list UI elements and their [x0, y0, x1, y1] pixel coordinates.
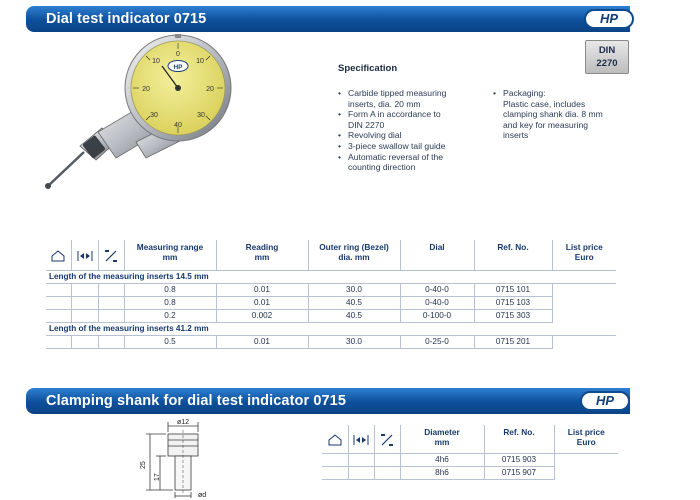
header-reading: Reading mm — [216, 240, 308, 270]
dial-number: 30 — [150, 112, 158, 119]
header-outer-ring: Outer ring (Bezel) dia. mm — [308, 240, 400, 270]
din-badge — [585, 40, 629, 74]
cell-outer-ring: 30.0 — [308, 283, 400, 296]
cell-reading: 0.01 — [216, 335, 308, 348]
cell-ref: 0715 907 — [484, 466, 554, 479]
table-row — [322, 453, 618, 466]
cell-ref: 0715 201 — [474, 335, 552, 348]
cell-range: 0.8 — [124, 296, 216, 309]
cell-dial: 0-25-0 — [400, 335, 474, 348]
cell-reading: 0.01 — [216, 296, 308, 309]
header-measuring-range: Measuring range mm — [124, 240, 216, 270]
cell-range: 0.8 — [124, 283, 216, 296]
home-outline-icon — [51, 250, 65, 262]
width-icon-header — [71, 240, 98, 270]
cell-reading: 0.002 — [216, 309, 308, 322]
header-list-price: List price Euro — [552, 240, 616, 270]
clamping-shank-table — [322, 425, 618, 480]
dim-total-height: 25 — [140, 461, 147, 469]
header-list-price: List price Euro — [554, 425, 618, 453]
section2-title: Clamping shank for dial test indicator 0715 — [46, 393, 347, 409]
dial-number: 20 — [142, 86, 150, 93]
hp-logo: HP — [580, 391, 630, 411]
header-dial: Dial — [400, 240, 474, 270]
clamping-shank-drawing — [130, 418, 230, 498]
section1-banner — [26, 6, 630, 32]
width-icon-header — [348, 425, 374, 453]
width-arrows-icon — [77, 250, 93, 262]
scale-icon-header — [98, 240, 124, 270]
dial-indicator-illustration — [40, 34, 245, 194]
cell-range: 0.2 — [124, 309, 216, 322]
width-arrows-icon — [353, 434, 369, 446]
home-icon-header — [46, 240, 71, 270]
din-label: DIN — [598, 45, 616, 56]
section1-title: Dial test indicator 0715 — [46, 11, 207, 27]
spec-item: • Form A in accordance to DIN 2270 — [338, 109, 488, 130]
cell-ref: 0715 101 — [474, 283, 552, 296]
cell-outer-ring: 40.5 — [308, 309, 400, 322]
cell-diameter: 8h6 — [400, 466, 484, 479]
cell-diameter: 4h6 — [400, 453, 484, 466]
cell-dial: 0-100-0 — [400, 309, 474, 322]
dial-number: 0 — [176, 51, 180, 58]
spec-item: • Revolving dial — [338, 130, 488, 141]
spec-list-right — [493, 88, 633, 141]
group-row-41-2 — [46, 322, 616, 335]
spec-list-left — [338, 88, 488, 173]
dial-number: 20 — [206, 86, 214, 93]
table-row — [46, 283, 616, 296]
dial-indicator-table — [46, 240, 616, 349]
scale-slash-icon — [380, 433, 394, 447]
cell-ref: 0715 103 — [474, 296, 552, 309]
cell-dial: 0-40-0 — [400, 283, 474, 296]
dim-bottom-dia: ød — [198, 492, 207, 498]
table-row — [46, 335, 616, 348]
spec-item-packaging: • Packaging: Plastic case, includes clamping shank dia. 8 mm and key for measuring inserts — [493, 88, 633, 141]
dial-number: 30 — [197, 112, 205, 119]
cell-ref: 0715 903 — [484, 453, 554, 466]
home-icon-header — [322, 425, 348, 453]
scale-icon-header — [374, 425, 400, 453]
home-outline-icon — [328, 434, 342, 446]
spec-item: • 3-piece swallow tail guide — [338, 141, 488, 152]
cell-dial: 0-40-0 — [400, 296, 474, 309]
group-row-14-5 — [46, 270, 616, 283]
section2-banner — [26, 388, 630, 414]
header-ref-no: Ref. No. — [484, 425, 554, 453]
cell-range: 0.5 — [124, 335, 216, 348]
dial-number: 10 — [196, 58, 204, 65]
scale-slash-icon — [104, 249, 118, 263]
specification-heading: Specification — [338, 63, 398, 74]
cell-outer-ring: 40.5 — [308, 296, 400, 309]
table-row — [46, 296, 616, 309]
header-ref-no: Ref. No. — [474, 240, 552, 270]
spec-item: • Carbide tipped measuring inserts, dia. 20 mm — [338, 88, 488, 109]
din-number: 2270 — [596, 58, 618, 69]
header-diameter: Diameter mm — [400, 425, 484, 453]
dial-number: 40 — [174, 122, 182, 129]
spec-item: • Automatic reversal of the counting direction — [338, 152, 488, 173]
hp-logo: HP — [584, 9, 634, 29]
group-label: Length of the measuring inserts 41.2 mm — [46, 322, 616, 335]
table-row — [46, 309, 616, 322]
svg-text:HP: HP — [173, 64, 183, 71]
dim-top-dia: ø12 — [177, 419, 190, 426]
table-row — [322, 466, 618, 479]
cell-ref: 0715 303 — [474, 309, 552, 322]
group-label: Length of the measuring inserts 14.5 mm — [46, 270, 616, 283]
dim-shank-height: 17 — [154, 473, 161, 481]
cell-outer-ring: 30.0 — [308, 335, 400, 348]
dial-number: 10 — [152, 58, 160, 65]
cell-reading: 0.01 — [216, 283, 308, 296]
